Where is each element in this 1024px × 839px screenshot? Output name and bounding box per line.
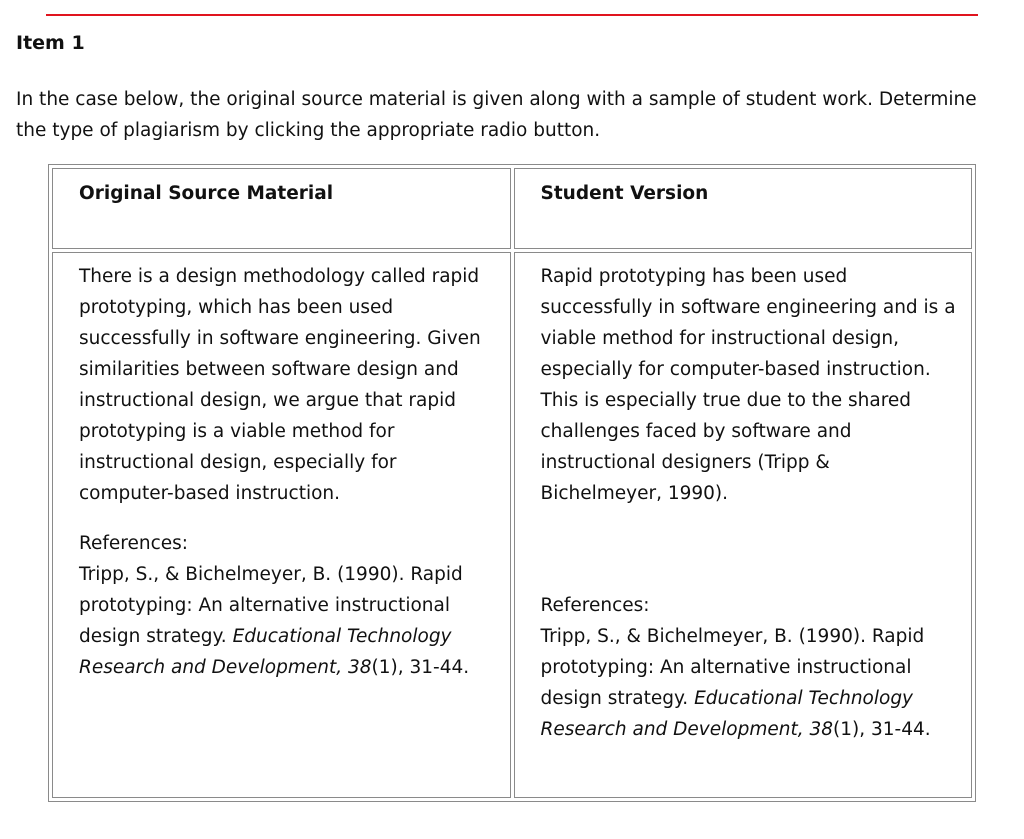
reference-journal: Educational Technology Research and Development, [540, 688, 914, 740]
original-references-label: References: [79, 533, 189, 554]
table-header-row [52, 168, 972, 249]
student-reference-citation [541, 621, 958, 745]
top-divider [46, 14, 978, 16]
spacer [541, 509, 958, 590]
instructions-text: In the case below, the original source material is given along with a sample of student work. Determine the type of plagiarism by clicking the appropriate radio button. [16, 89, 977, 141]
reference-volume: 38 [809, 719, 834, 740]
reference-issue-pages: (1), 31-44. [371, 657, 470, 678]
original-source-header: Original Source Material [52, 168, 511, 249]
reference-authors-title: Tripp, S., & Bichelmeyer, B. (1990). Rapid prototyping: An alternative instructional design strategy. [540, 626, 925, 709]
student-version-cell [514, 252, 973, 798]
original-reference-citation [79, 559, 496, 683]
reference-authors-title: Tripp, S., & Bichelmeyer, B. (1990). Rapid prototyping: An alternative instructional design strategy. [79, 564, 463, 647]
student-version-header: Student Version [514, 168, 973, 249]
spacer [79, 509, 496, 528]
reference-issue-pages: (1), 31-44. [833, 719, 931, 740]
original-source-cell [52, 252, 511, 798]
case-comparison-table [48, 164, 976, 802]
reference-volume: 38 [347, 657, 372, 678]
original-source-text: There is a design methodology called rapid prototyping, which has been used successfully in software engineering. Given similarities between software design and instructional design, we argue that rapid prototyping is a viable method for instructional design, especially for computer-based instruction. [79, 266, 481, 504]
item-title: Item 1 [16, 32, 85, 54]
student-references-label: References: [540, 595, 650, 616]
reference-journal: Educational Technology Research and Development, [79, 626, 452, 678]
student-version-text: Rapid prototyping has been used successfully in software engineering and is a viable method for instructional design, especially for computer-based instruction. This is especially true due to the shared challenges faced by software and instructional designers (Tripp & Bichelmeyer, 1990). [540, 266, 956, 504]
table-content-row [52, 252, 972, 798]
